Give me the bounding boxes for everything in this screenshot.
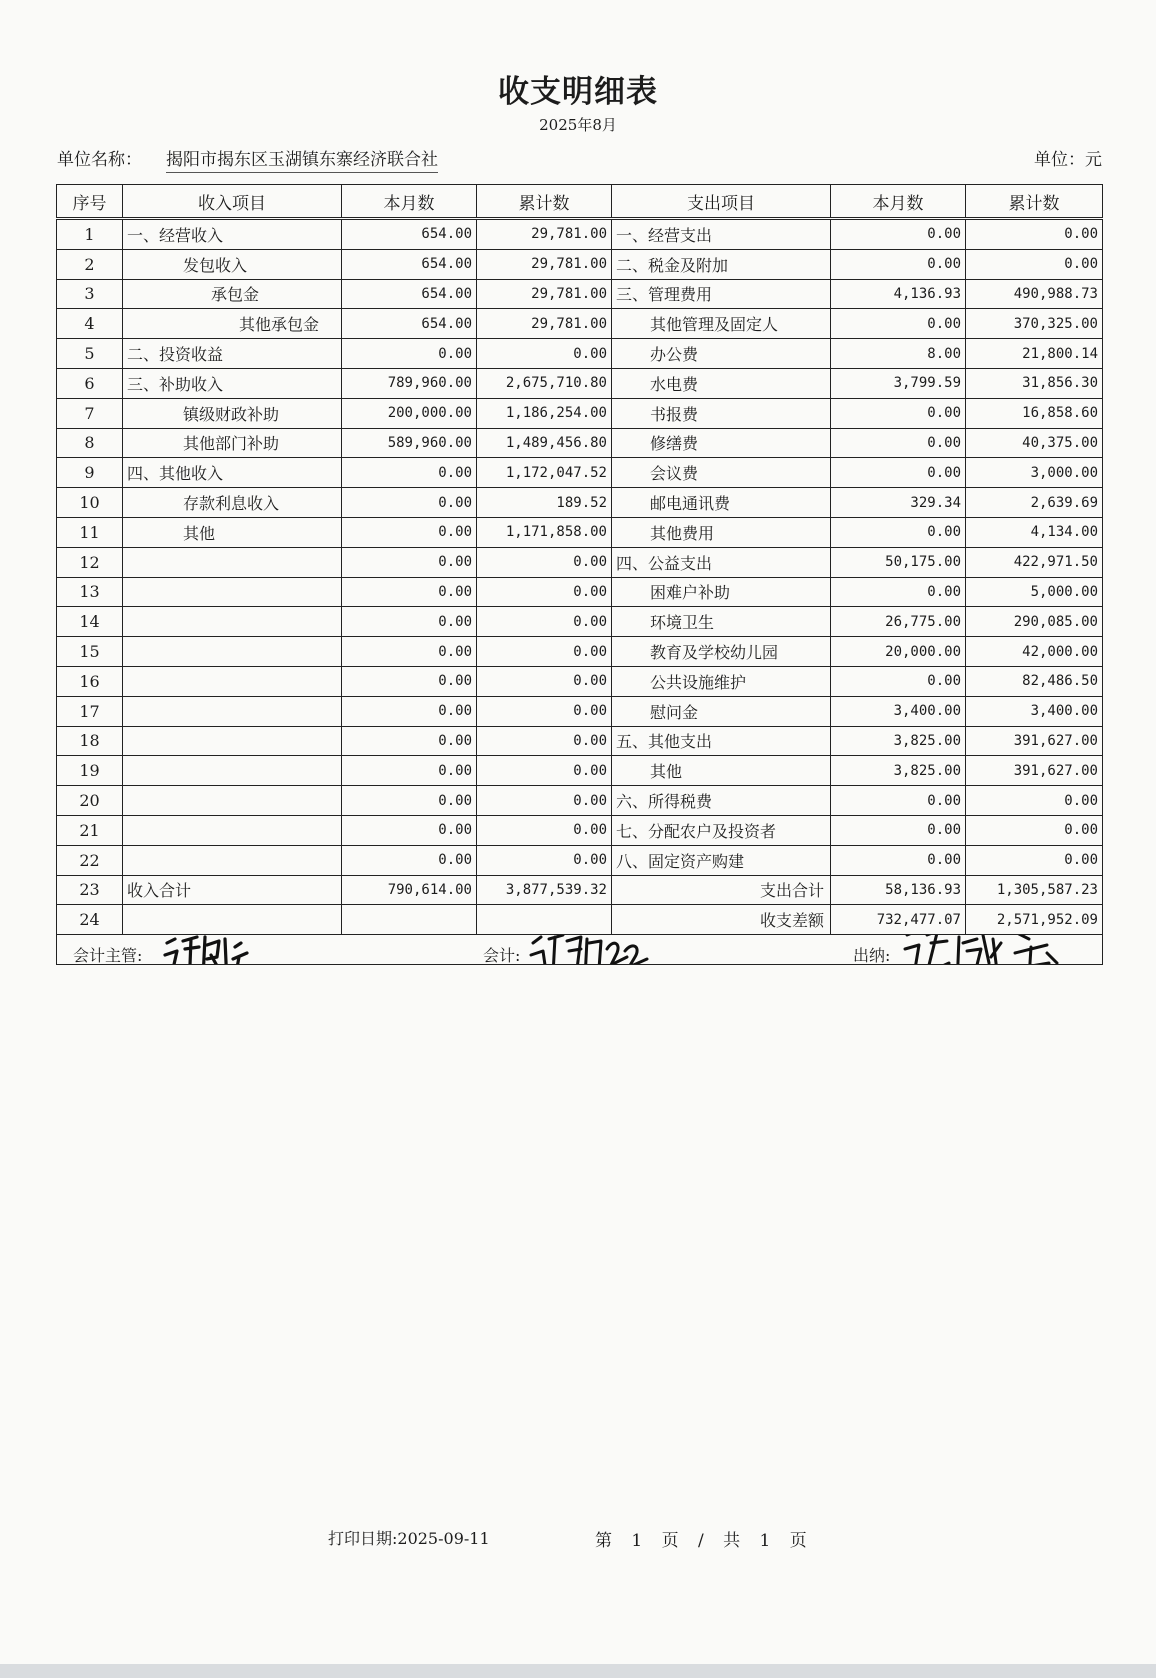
table-row — [57, 398, 1103, 428]
table-row — [57, 219, 1103, 250]
row-seq: 2 — [57, 249, 123, 279]
income-item: 二、投资收益 — [123, 339, 342, 369]
table-row — [57, 696, 1103, 726]
income-cumulative: 1,489,456.80 — [477, 428, 612, 458]
row-seq: 15 — [57, 637, 123, 667]
income-cumulative: 29,781.00 — [477, 279, 612, 309]
expense-month: 8.00 — [831, 339, 966, 369]
expense-cumulative: 40,375.00 — [966, 428, 1103, 458]
expense-item: 八、固定资产购建 — [612, 845, 831, 875]
expense-month: 3,825.00 — [831, 726, 966, 756]
expense-month: 0.00 — [831, 786, 966, 816]
income-month: 0.00 — [342, 845, 477, 875]
income-month: 200,000.00 — [342, 398, 477, 428]
income-month: 0.00 — [342, 517, 477, 547]
row-seq: 24 — [57, 905, 123, 935]
expense-cumulative: 490,988.73 — [966, 279, 1103, 309]
table-row — [57, 577, 1103, 607]
income-item — [123, 666, 342, 696]
table-row — [57, 309, 1103, 339]
expense-cumulative: 42,000.00 — [966, 637, 1103, 667]
income-month: 0.00 — [342, 488, 477, 518]
expense-item: 收支差额 — [612, 905, 831, 935]
income-item — [123, 577, 342, 607]
expense-item: 六、所得税费 — [612, 786, 831, 816]
table-row — [57, 756, 1103, 786]
accountant-signature — [529, 935, 659, 965]
table-row — [57, 845, 1103, 875]
row-seq: 14 — [57, 607, 123, 637]
income-cumulative: 1,171,858.00 — [477, 517, 612, 547]
expense-cumulative: 0.00 — [966, 815, 1103, 845]
income-item — [123, 845, 342, 875]
expense-item: 二、税金及附加 — [612, 249, 831, 279]
expense-cumulative: 391,627.00 — [966, 726, 1103, 756]
row-seq: 18 — [57, 726, 123, 756]
expense-cumulative: 21,800.14 — [966, 339, 1103, 369]
header-expense-month: 本月数 — [831, 185, 966, 219]
expense-cumulative: 0.00 — [966, 786, 1103, 816]
expense-item: 五、其他支出 — [612, 726, 831, 756]
row-seq: 17 — [57, 696, 123, 726]
income-cumulative: 0.00 — [477, 726, 612, 756]
expense-month: 0.00 — [831, 666, 966, 696]
row-seq: 11 — [57, 517, 123, 547]
income-item — [123, 756, 342, 786]
row-seq: 19 — [57, 756, 123, 786]
page-edge — [0, 1664, 1156, 1678]
expense-cumulative: 422,971.50 — [966, 547, 1103, 577]
expense-cumulative: 2,639.69 — [966, 488, 1103, 518]
row-seq: 1 — [57, 219, 123, 250]
expense-item: 公共设施维护 — [612, 666, 831, 696]
income-month: 0.00 — [342, 577, 477, 607]
income-item — [123, 786, 342, 816]
income-cumulative: 0.00 — [477, 547, 612, 577]
table-row — [57, 368, 1103, 398]
header-income-cumulative: 累计数 — [477, 185, 612, 219]
income-month: 0.00 — [342, 786, 477, 816]
income-cumulative: 0.00 — [477, 666, 612, 696]
report-period: 2025年8月 — [539, 116, 617, 134]
expense-cumulative: 31,856.30 — [966, 368, 1103, 398]
header-income-month: 本月数 — [342, 185, 477, 219]
print-date: 打印日期:2025-09-11 — [328, 1529, 490, 1548]
table-row — [57, 815, 1103, 845]
row-seq: 7 — [57, 398, 123, 428]
expense-month: 26,775.00 — [831, 607, 966, 637]
table-header-row — [57, 185, 1103, 219]
expense-item: 支出合计 — [612, 875, 831, 905]
income-month: 789,960.00 — [342, 368, 477, 398]
expense-cumulative: 1,305,587.23 — [966, 875, 1103, 905]
expense-month: 50,175.00 — [831, 547, 966, 577]
expense-month: 329.34 — [831, 488, 966, 518]
row-seq: 5 — [57, 339, 123, 369]
expense-month: 3,400.00 — [831, 696, 966, 726]
table-row — [57, 428, 1103, 458]
expense-cumulative: 0.00 — [966, 219, 1103, 250]
row-seq: 3 — [57, 279, 123, 309]
income-item — [123, 637, 342, 667]
table-row — [57, 726, 1103, 756]
expense-cumulative: 0.00 — [966, 249, 1103, 279]
table-row — [57, 249, 1103, 279]
income-month: 0.00 — [342, 815, 477, 845]
expense-item: 其他 — [612, 756, 831, 786]
income-cumulative: 29,781.00 — [477, 219, 612, 250]
income-month: 0.00 — [342, 547, 477, 577]
row-seq: 10 — [57, 488, 123, 518]
income-item: 收入合计 — [123, 875, 342, 905]
expense-item: 会议费 — [612, 458, 831, 488]
signature-cell — [57, 935, 1103, 965]
income-month: 0.00 — [342, 756, 477, 786]
income-cumulative: 29,781.00 — [477, 249, 612, 279]
table-row — [57, 666, 1103, 696]
income-month: 654.00 — [342, 279, 477, 309]
income-cumulative: 0.00 — [477, 577, 612, 607]
income-cumulative: 0.00 — [477, 845, 612, 875]
table-row — [57, 488, 1103, 518]
expense-cumulative: 0.00 — [966, 845, 1103, 875]
expense-item: 教育及学校幼儿园 — [612, 637, 831, 667]
expense-cumulative: 370,325.00 — [966, 309, 1103, 339]
chief-accountant-signature — [161, 935, 261, 965]
income-month: 589,960.00 — [342, 428, 477, 458]
income-item — [123, 905, 342, 935]
expense-cumulative: 290,085.00 — [966, 607, 1103, 637]
income-cumulative: 0.00 — [477, 607, 612, 637]
income-cumulative: 0.00 — [477, 339, 612, 369]
expense-month: 0.00 — [831, 398, 966, 428]
expense-month: 0.00 — [831, 517, 966, 547]
income-item — [123, 726, 342, 756]
expense-month: 3,799.59 — [831, 368, 966, 398]
expense-month: 4,136.93 — [831, 279, 966, 309]
table-row — [57, 547, 1103, 577]
table-row — [57, 339, 1103, 369]
row-seq: 8 — [57, 428, 123, 458]
income-month: 0.00 — [342, 637, 477, 667]
expense-item: 慰问金 — [612, 696, 831, 726]
table-row — [57, 637, 1103, 667]
row-seq: 20 — [57, 786, 123, 816]
income-item — [123, 547, 342, 577]
income-item: 发包收入 — [123, 249, 342, 279]
expense-month: 0.00 — [831, 845, 966, 875]
expense-item: 四、公益支出 — [612, 547, 831, 577]
expense-month: 0.00 — [831, 458, 966, 488]
income-cumulative: 1,172,047.52 — [477, 458, 612, 488]
income-month — [342, 905, 477, 935]
row-seq: 4 — [57, 309, 123, 339]
expense-cumulative: 3,000.00 — [966, 458, 1103, 488]
header-expense-cumulative: 累计数 — [966, 185, 1103, 219]
income-cumulative: 29,781.00 — [477, 309, 612, 339]
signature-row — [57, 935, 1103, 965]
row-seq: 12 — [57, 547, 123, 577]
expense-item: 水电费 — [612, 368, 831, 398]
income-cumulative: 2,675,710.80 — [477, 368, 612, 398]
header-expense-item: 支出项目 — [612, 185, 831, 219]
expense-cumulative: 82,486.50 — [966, 666, 1103, 696]
income-item — [123, 696, 342, 726]
expense-month: 0.00 — [831, 815, 966, 845]
row-seq: 13 — [57, 577, 123, 607]
table-row — [57, 875, 1103, 905]
income-item: 一、经营收入 — [123, 219, 342, 250]
expense-cumulative: 4,134.00 — [966, 517, 1103, 547]
header-income-item: 收入项目 — [123, 185, 342, 219]
row-seq: 22 — [57, 845, 123, 875]
income-month: 654.00 — [342, 219, 477, 250]
income-item: 其他承包金 — [123, 309, 342, 339]
expense-cumulative: 3,400.00 — [966, 696, 1103, 726]
table-row — [57, 279, 1103, 309]
income-month: 0.00 — [342, 726, 477, 756]
document-title: 收支明细表 — [498, 74, 658, 110]
currency-unit: 单位：元 — [1034, 150, 1102, 170]
table-row — [57, 458, 1103, 488]
expense-month: 3,825.00 — [831, 756, 966, 786]
table-row — [57, 786, 1103, 816]
table-body — [57, 219, 1103, 935]
income-item: 四、其他收入 — [123, 458, 342, 488]
income-cumulative: 0.00 — [477, 786, 612, 816]
expense-month: 0.00 — [831, 428, 966, 458]
expense-item: 邮电通讯费 — [612, 488, 831, 518]
income-cumulative: 0.00 — [477, 696, 612, 726]
row-seq: 21 — [57, 815, 123, 845]
income-month: 0.00 — [342, 666, 477, 696]
income-expense-table — [56, 184, 1103, 965]
row-seq: 9 — [57, 458, 123, 488]
income-month: 0.00 — [342, 458, 477, 488]
income-cumulative: 0.00 — [477, 815, 612, 845]
expense-month: 0.00 — [831, 309, 966, 339]
expense-item: 其他费用 — [612, 517, 831, 547]
expense-month: 0.00 — [831, 577, 966, 607]
expense-month: 0.00 — [831, 219, 966, 250]
row-seq: 6 — [57, 368, 123, 398]
expense-item: 困难户补助 — [612, 577, 831, 607]
income-cumulative: 0.00 — [477, 756, 612, 786]
income-item — [123, 607, 342, 637]
header-seq: 序号 — [57, 185, 123, 219]
expense-cumulative: 16,858.60 — [966, 398, 1103, 428]
income-item: 其他 — [123, 517, 342, 547]
income-item: 其他部门补助 — [123, 428, 342, 458]
expense-month: 20,000.00 — [831, 637, 966, 667]
income-month: 0.00 — [342, 696, 477, 726]
income-month: 654.00 — [342, 249, 477, 279]
income-cumulative — [477, 905, 612, 935]
expense-item: 办公费 — [612, 339, 831, 369]
income-cumulative: 0.00 — [477, 637, 612, 667]
page-info: 第 1 页 / 共 1 页 — [595, 1531, 807, 1551]
expense-item: 一、经营支出 — [612, 219, 831, 250]
income-item: 存款利息收入 — [123, 488, 342, 518]
income-cumulative: 1,186,254.00 — [477, 398, 612, 428]
expense-month: 732,477.07 — [831, 905, 966, 935]
income-cumulative: 189.52 — [477, 488, 612, 518]
income-month: 0.00 — [342, 607, 477, 637]
expense-cumulative: 5,000.00 — [966, 577, 1103, 607]
expense-month: 58,136.93 — [831, 875, 966, 905]
income-month: 790,614.00 — [342, 875, 477, 905]
income-month: 0.00 — [342, 339, 477, 369]
income-item: 镇级财政补助 — [123, 398, 342, 428]
chief-accountant-label: 会计主管: — [73, 946, 143, 965]
expense-item: 七、分配农户及投资者 — [612, 815, 831, 845]
table-row — [57, 607, 1103, 637]
income-item: 三、补助收入 — [123, 368, 342, 398]
income-month: 654.00 — [342, 309, 477, 339]
cashier-signature — [897, 935, 1097, 965]
accountant-label: 会计: — [483, 946, 521, 965]
income-cumulative: 3,877,539.32 — [477, 875, 612, 905]
cashier-label: 出纳: — [853, 946, 891, 965]
expense-item: 三、管理费用 — [612, 279, 831, 309]
table-row — [57, 905, 1103, 935]
row-seq: 16 — [57, 666, 123, 696]
income-item: 承包金 — [123, 279, 342, 309]
expense-month: 0.00 — [831, 249, 966, 279]
income-item — [123, 815, 342, 845]
row-seq: 23 — [57, 875, 123, 905]
expense-cumulative: 391,627.00 — [966, 756, 1103, 786]
expense-cumulative: 2,571,952.09 — [966, 905, 1103, 935]
expense-item: 书报费 — [612, 398, 831, 428]
unit-name-value: 揭阳市揭东区玉湖镇东寨经济联合社 — [166, 145, 438, 173]
unit-name-label: 单位名称： — [57, 150, 142, 170]
table-row — [57, 517, 1103, 547]
expense-item: 修缮费 — [612, 428, 831, 458]
expense-item: 环境卫生 — [612, 607, 831, 637]
expense-item: 其他管理及固定人 — [612, 309, 831, 339]
